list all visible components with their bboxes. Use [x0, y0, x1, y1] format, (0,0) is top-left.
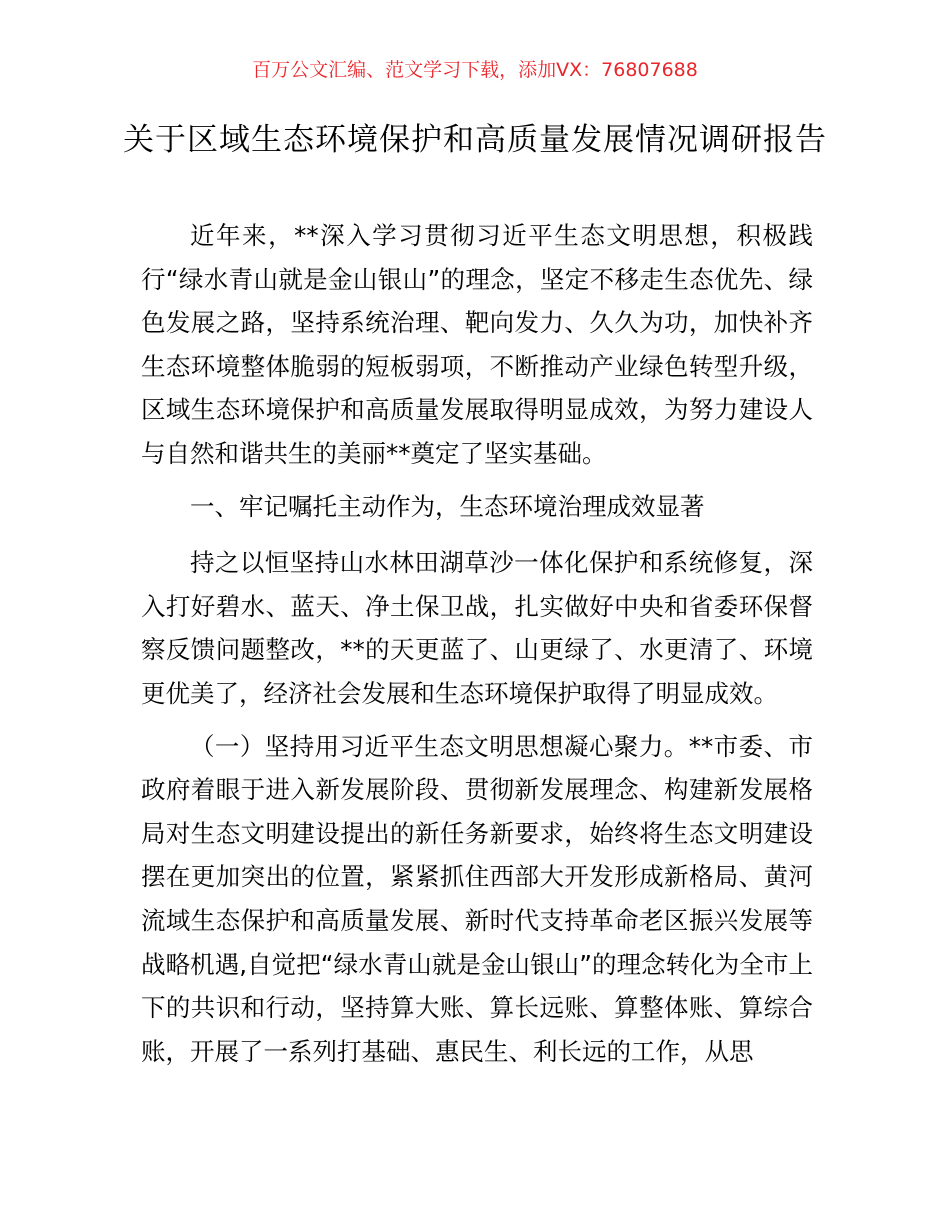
intro-paragraph: 近年来，**深入学习贯彻习近平生态文明思想，积极践行“绿水青山就是金山银山”的理念，坚定不移走生态优先、绿色发展之路，坚持系统治理、靶向发力、久久为功，加快补齐生态环境整体脆弱的短板弱项，不断推动产业绿色转型升级，区域生态环境保护和高质量发展取得明显成效，为努力建设人与自然和谐共生的美丽**奠定了坚实基础。 [141, 221, 813, 468]
document-title: 关于区域生态环境保护和高质量发展情况调研报告 [123, 122, 827, 158]
watermark-text: 百万公文汇编、范文学习下载，添加VX：76807688 [252, 59, 698, 81]
section-1-paragraph: 持之以恒坚持山水林田湖草沙一体化保护和系统修复，深入打好碧水、蓝天、净土保卫战，扎实做好中央和省委环保督察反馈问题整改，**的天更蓝了、山更绿了、水更清了、环境更优美了，经济社会发展和生态环境保护取得了明显成效。 [141, 548, 813, 708]
document-body [141, 214, 813, 1082]
section-heading-1: 一、牢记嘱托主动作为，生态环境治理成效显著 [190, 491, 705, 521]
subsection-1-paragraph: （一）坚持用习近平生态文明思想凝心聚力。**市委、市政府着眼于进入新发展阶段、贯彻新发展理念、构建新发展格局对生态文明建设提出的新任务新要求，始终将生态文明建设摆在更加突出的位置，紧紧抓住西部大开发形成新格局、黄河流域生态保护和高质量发展、新时代支持革命老区振兴发展等战略机遇,自觉把“绿水青山就是金山银山”的理念转化为全市上下的共识和行动，坚持算大账、算长远账、算整体账、算综合账，开展了一系列打基础、惠民生、利长远的工作，从思 [141, 731, 813, 1066]
